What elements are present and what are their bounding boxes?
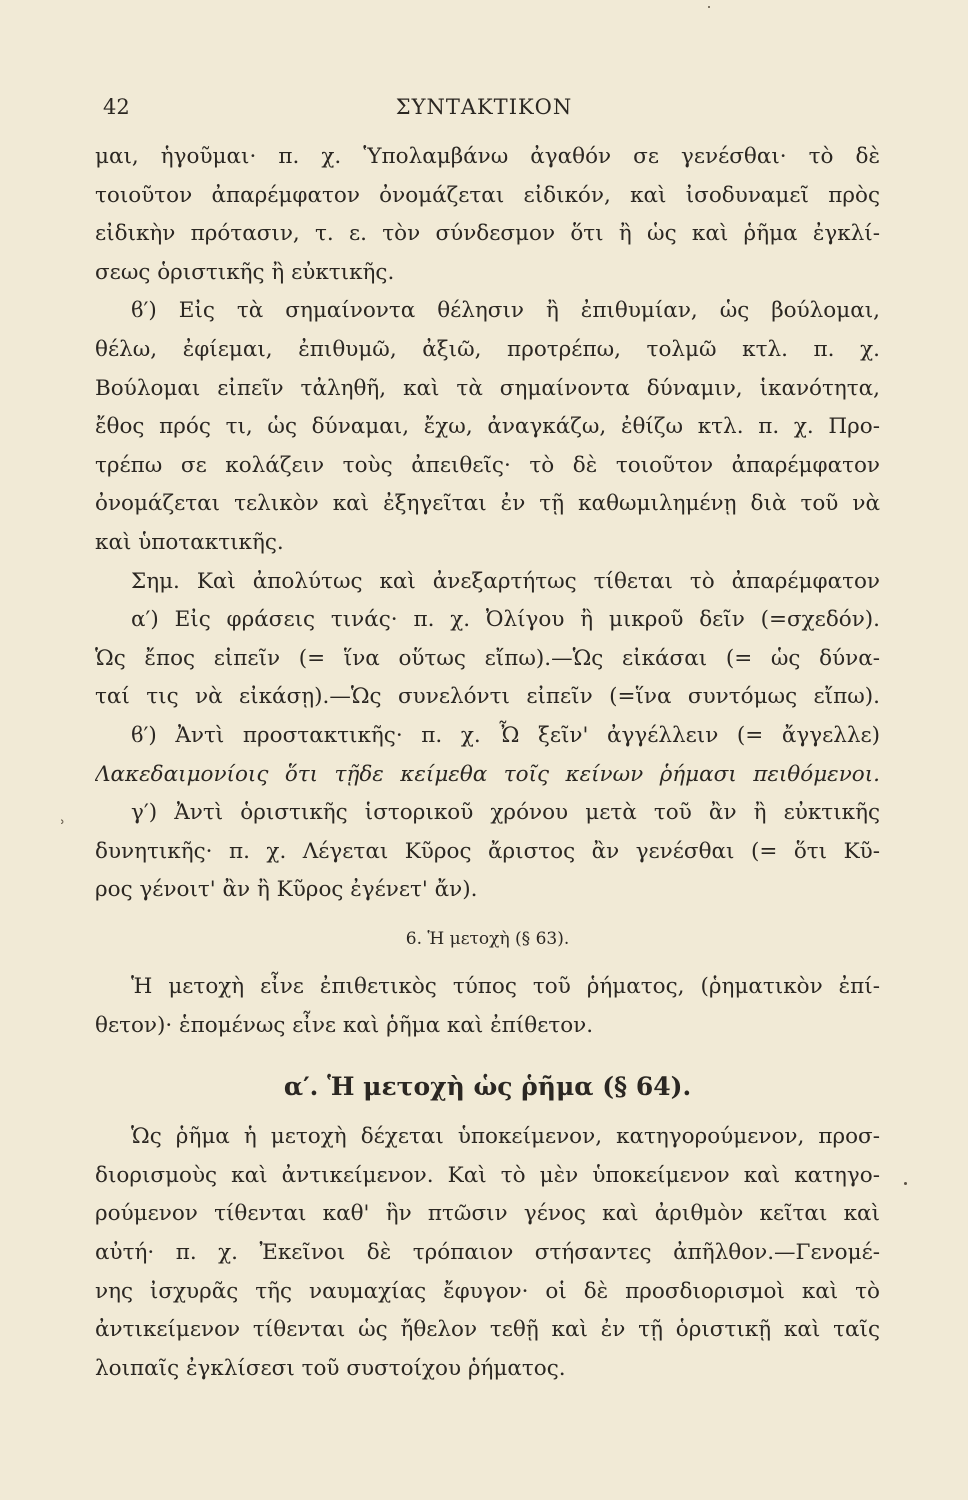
text-line: ρος γένοιτ' ἂν ἢ Κῦρος ἐγένετ' ἄν). bbox=[95, 877, 478, 903]
text-line: αὐτή· π. χ. Ἐκεῖνοι δὲ τρόπαιον στήσαντες ἀπῆλθον.—Γενομέ- bbox=[95, 1240, 880, 1266]
text-line: λοιπαῖς ἐγκλίσεσι τοῦ συστοίχου ῥήματος. bbox=[95, 1355, 566, 1381]
text-line: θέλω, ἐφίεμαι, ἐπιθυμῶ, ἀξιῶ, προτρέπω, τολμῶ κτλ. π. χ. bbox=[95, 336, 880, 362]
text-line: δυνητικῆς· π. χ. Λέγεται Κῦρος ἄριστος ἂν γενέσθαι (= ὅτι Κῦ- bbox=[95, 838, 880, 864]
text-line: Λακεδαιμονίοις ὅτι τῇδε κείμεθα τοῖς κείνων ῥήμασι πειθόμενοι. bbox=[95, 761, 880, 787]
text-line: Ὡς ἔπος εἰπεῖν (= ἵνα οὕτως εἴπω).—Ὡς εἰκάσαι (= ὡς δύνα- bbox=[95, 645, 880, 671]
text-line: διορισμοὺς καὶ ἀντικείμενον. Καὶ τὸ μὲν ὑποκείμενον καὶ κατηγο- bbox=[95, 1162, 880, 1188]
subsection-heading-a: α′. Ἡ μετοχὴ ὡς ῥῆμα (§ 64). bbox=[283, 1071, 692, 1101]
note-line: Σημ. Καὶ ἀπολύτως καὶ ἀνεξαρτήτως τίθεται τὸ ἀπαρέμφατον bbox=[131, 568, 880, 594]
text-line: Βούλομαι εἰπεῖν τἀληθῆ, καὶ τὰ σημαίνοντα δύναμιν, ἱκανότητα, bbox=[95, 375, 880, 401]
page-header bbox=[0, 95, 968, 129]
text-line: ϐ′) Εἰς τὰ σημαίνοντα θέλησιν ἢ ἐπιθυμίαν, ὡς βούλομαι, bbox=[131, 298, 880, 324]
text-line: ϐ′) Ἀντὶ προστακτικῆς· π. χ. Ὦ ξεῖν' ἀγγέλλειν (= ἄγγελλε) bbox=[131, 722, 880, 748]
text-line: σεως ὁριστικῆς ἢ εὐκτικῆς. bbox=[95, 259, 395, 285]
text-line: Ὡς ῥῆμα ἡ μετοχὴ δέχεται ὑποκείμενον, κατηγορούμενον, προσ- bbox=[131, 1124, 880, 1150]
text-line: νης ἰσχυρᾶς τῆς ναυμαχίας ἔφυγον· οἱ δὲ προσδιορισμοὶ καὶ τὸ bbox=[95, 1278, 880, 1304]
text-line: τοιοῦτον ἀπαρέμφατον ὀνομάζεται εἰδικόν, καὶ ἰσοδυναμεῖ πρὸς bbox=[95, 182, 880, 208]
running-title: ΣΥΝΤΑΚΤΙΚΟΝ bbox=[395, 95, 573, 119]
text-line: Ἡ μετοχὴ εἶνε ἐπιθετικὸς τύπος τοῦ ῥήματος, (ῥηματικὸν ἐπί- bbox=[131, 974, 880, 1000]
text-line: καὶ ὑποτακτικῆς. bbox=[95, 529, 284, 555]
text-line: τρέπω σε κολάζειν τοὺς ἀπειθεῖς· τὸ δὲ τοιοῦτον ἀπαρέμφατον bbox=[95, 452, 880, 478]
page-number: 42 bbox=[103, 95, 130, 119]
text-line: γ′) Ἀντὶ ὁριστικῆς ἱστορικοῦ χρόνου μετὰ τοῦ ἂν ἢ εὐκτικῆς bbox=[131, 800, 880, 826]
margin-mark: ʾ bbox=[60, 817, 66, 838]
text-line: ρούμενον τίθενται καθ' ἣν πτῶσιν γένος καὶ ἀριθμὸν κεῖται καὶ bbox=[95, 1201, 880, 1227]
ink-speck bbox=[904, 1182, 907, 1185]
text-line: ἔθος πρός τι, ὡς δύναμαι, ἔχω, ἀναγκάζω, ἐθίζω κτλ. π. χ. Προ- bbox=[95, 414, 880, 440]
section-heading-6: 6. Ἡ μετοχὴ (§ 63). bbox=[405, 928, 570, 949]
text-line: μαι, ἡγοῦμαι· π. χ. Ὑπολαμβάνω ἀγαθόν σε γενέσθαι· τὸ δὲ bbox=[95, 144, 880, 169]
text-line: α′) Εἰς φράσεις τινάς· π. χ. Ὀλίγου ἢ μικροῦ δεῖν (=σχεδόν). bbox=[131, 607, 880, 633]
text-line: ταί τις νὰ εἰκάσῃ).—Ὡς συνελόντι εἰπεῖν (=ἵνα συντόμως εἴπω). bbox=[95, 684, 880, 710]
text-line: ὀνομάζεται τελικὸν καὶ ἐξηγεῖται ἐν τῇ καθωμιλημένῃ διὰ τοῦ νὰ bbox=[95, 491, 880, 517]
ink-speck bbox=[708, 6, 710, 8]
text-line: θετον)· ἑπομένως εἶνε καὶ ῥῆμα καὶ ἐπίθετον. bbox=[95, 1013, 594, 1039]
page-body bbox=[95, 138, 880, 1388]
text-line: εἰδικὴν πρότασιν, τ. ε. τὸν σύνδεσμον ὅτι ἢ ὡς καὶ ῥῆμα ἐγκλί- bbox=[95, 221, 880, 247]
text-line: ἀντικείμενον τίθενται ὡς ἤθελον τεθῇ καὶ ἐν τῇ ὁριστικῇ καὶ ταῖς bbox=[95, 1317, 880, 1343]
